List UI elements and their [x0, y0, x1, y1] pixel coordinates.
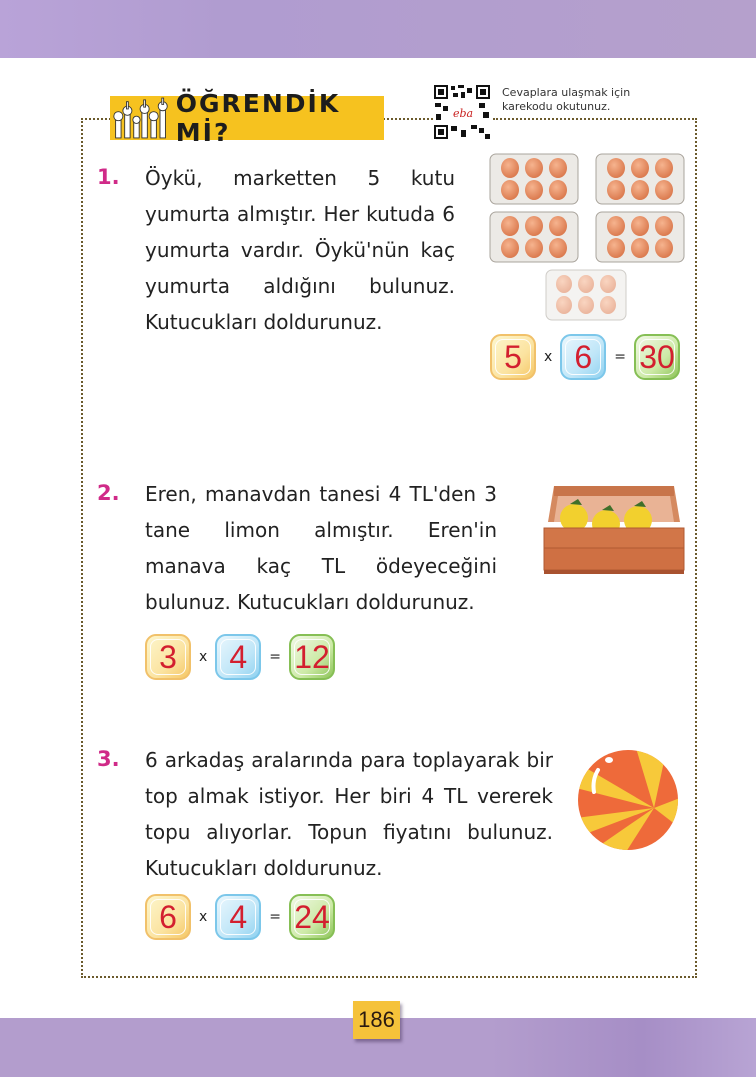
factor-b-box[interactable]: 6	[560, 334, 606, 380]
equation-3	[145, 894, 335, 940]
egg-cartons-image	[484, 148, 690, 328]
multiply-sign: x	[544, 349, 553, 365]
equals-sign: =	[614, 349, 627, 365]
factor-a-box[interactable]: 3	[145, 634, 191, 680]
factor-b-box[interactable]: 4	[215, 894, 261, 940]
result-box[interactable]: 30	[634, 334, 680, 380]
multiply-sign: x	[199, 909, 208, 925]
svg-text:eba: eba	[452, 107, 474, 120]
frame-top-border	[81, 118, 111, 120]
equation-1	[490, 334, 680, 380]
top-purple-band	[0, 0, 756, 58]
section-title-banner	[110, 89, 384, 147]
factor-a-box[interactable]: 5	[490, 334, 536, 380]
problem-text: Öykü, marketten 5 kutu yumurta almıştır. Her kutuda 6 yumurta vardır. Öykü'nün kaç yumurta aldığını bulunuz. Kutucukları doldurunuz.	[145, 166, 455, 334]
frame-top-border	[493, 118, 697, 120]
section-title: ÖĞRENDİK Mİ?	[175, 89, 341, 147]
problem-number: 1.	[97, 165, 120, 189]
problem-text: 6 arkadaş aralarında para toplayarak bir top almak istiyor. Her biri 4 TL vererek topu alıyorlar. Topun fiyatını bulunuz. Kutucukları doldurunuz.	[145, 748, 553, 880]
equation-2	[145, 634, 335, 680]
frame-top-border	[383, 118, 433, 120]
result-box[interactable]: 24	[289, 894, 335, 940]
qr-note-line: Cevaplara ulaşmak için	[502, 86, 631, 99]
problem-number: 2.	[97, 481, 120, 505]
result-box[interactable]: 12	[289, 634, 335, 680]
page-number: 186	[353, 1001, 400, 1039]
raised-hands-icon	[112, 96, 172, 140]
problem-text: Eren, manavdan tanesi 4 TL'den 3 tane limon almıştır. Eren'in manava kaç TL ödeyeceğini bulunuz. Kutucukları doldurunuz.	[145, 482, 497, 614]
qr-note-line: karekodu okutunuz.	[502, 100, 611, 113]
beach-ball-image	[576, 748, 680, 852]
qr-code[interactable]	[433, 84, 491, 140]
equals-sign: =	[269, 649, 282, 665]
problem-number: 3.	[97, 747, 120, 771]
multiply-sign: x	[199, 649, 208, 665]
lemon-crate-image	[540, 478, 688, 576]
factor-a-box[interactable]: 6	[145, 894, 191, 940]
equals-sign: =	[269, 909, 282, 925]
qr-instruction	[502, 86, 630, 114]
factor-b-box[interactable]: 4	[215, 634, 261, 680]
